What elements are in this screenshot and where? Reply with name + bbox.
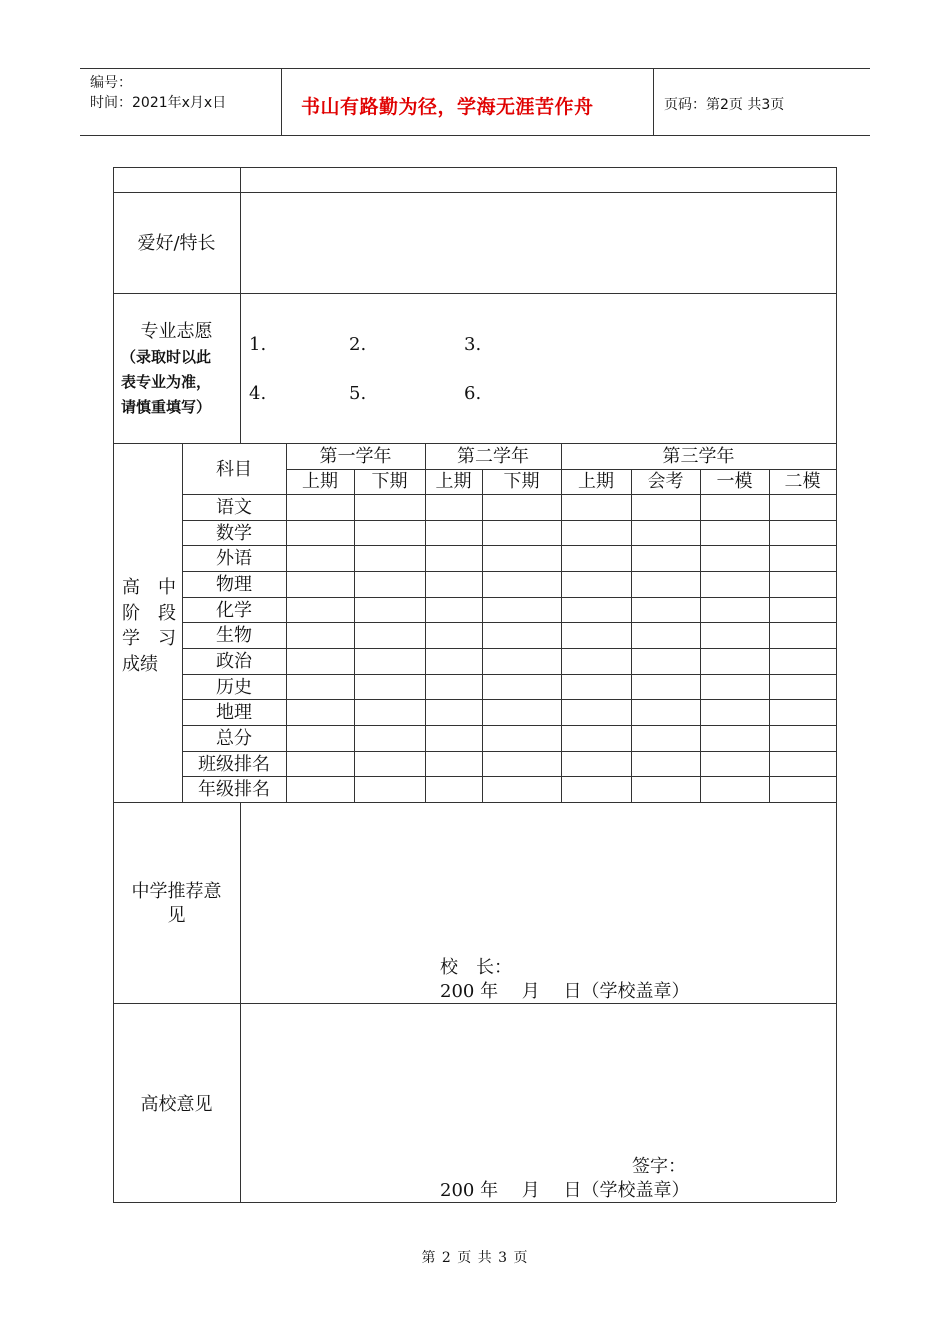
major-label: 专业志愿 [140, 321, 213, 342]
term-header: 二模 [784, 471, 821, 492]
major-choice-4[interactable]: 4. [249, 383, 267, 404]
year-header-3: 第三学年 [662, 446, 735, 467]
year-header-1: 第一学年 [319, 446, 392, 467]
school-recommendation-label [113, 880, 240, 928]
major-note-line-3: 请慎重填写） [121, 398, 212, 416]
grid-line [182, 597, 836, 598]
form-rule [113, 293, 836, 294]
subject-row-label: 数学 [216, 523, 252, 544]
grid-line [182, 648, 836, 649]
grid-line [182, 725, 836, 726]
university-opinion-label: 高校意见 [140, 1094, 213, 1115]
hobby-label: 爱好/特长 [137, 233, 216, 254]
subject-row-label: 生物 [216, 625, 252, 646]
university-stamp-date: 200 年 月 日（学校盖章） [440, 1180, 690, 1201]
principal-label: 校 长： [440, 957, 512, 978]
school-stamp-date: 200 年 月 日（学校盖章） [440, 981, 690, 1002]
header-top-rule [80, 68, 870, 69]
term-header: 上期 [435, 471, 472, 492]
page-footer: 第 2 页 共 3 页 [421, 1250, 529, 1266]
form-rule [113, 802, 836, 803]
subject-row-label: 物理 [216, 574, 252, 595]
grid-line [769, 469, 770, 802]
year-header-2: 第二学年 [457, 446, 529, 467]
grid-line [182, 674, 836, 675]
major-choice-3[interactable]: 3. [464, 334, 482, 355]
subject-row-label: 外语 [216, 548, 252, 569]
major-note-line-2: 表专业为准， [121, 373, 212, 391]
term-header: 上期 [302, 471, 338, 492]
grid-line [182, 571, 836, 572]
grades-label-line: 成绩 [122, 653, 158, 675]
form-rule [113, 167, 836, 168]
term-header: 一模 [716, 471, 753, 492]
subject-column-header: 科目 [216, 459, 252, 480]
subject-row-label: 地理 [216, 702, 252, 723]
subject-row-label: 总分 [216, 728, 252, 749]
header-divider-2 [653, 68, 654, 135]
major-note-line-1: （录取时以此 [121, 348, 212, 366]
grid-line [182, 751, 836, 752]
grades-label-line: 高 中 [122, 577, 176, 598]
grid-line [700, 469, 701, 802]
major-choice-2[interactable]: 2. [349, 334, 367, 355]
term-header: 上期 [578, 471, 614, 492]
subject-row-label: 班级排名 [198, 754, 270, 775]
grid-line [182, 494, 836, 495]
label-line: 见 [167, 905, 186, 926]
hobby-field[interactable] [241, 193, 835, 292]
header-motto: 书山有路勤为径，学海无涯苦作舟 [301, 96, 594, 118]
term-header: 下期 [503, 471, 540, 492]
header-bottom-rule [80, 135, 870, 136]
header-divider-1 [281, 68, 282, 135]
major-choice-1[interactable]: 1. [249, 334, 267, 355]
subject-row-label: 历史 [216, 677, 252, 698]
grades-section-label [122, 575, 176, 677]
term-header: 下期 [371, 471, 408, 492]
form-rule [113, 443, 836, 444]
subject-row-label: 政治 [216, 651, 252, 672]
subject-row-label: 化学 [216, 600, 252, 621]
grid-line [631, 469, 632, 802]
major-choice-6[interactable]: 6. [464, 383, 482, 404]
grades-label-line: 阶 段 [122, 602, 176, 624]
doc-number-label: 编号： [90, 75, 132, 91]
term-header: 会考 [647, 471, 684, 492]
header-page-code: 页码：第2页 共3页 [664, 97, 785, 113]
grid-line [482, 469, 483, 802]
subject-row-label: 年级排名 [198, 779, 270, 800]
label-line: 中学推荐意 [131, 881, 222, 902]
form-right-border [836, 167, 837, 1202]
signature-label: 签字： [632, 1156, 686, 1177]
label-column-divider [240, 802, 241, 1202]
grades-label-line: 学 习 [122, 628, 176, 649]
major-choice-5[interactable]: 5. [349, 383, 367, 404]
subject-row-label: 语文 [216, 497, 252, 518]
grid-line [182, 520, 836, 521]
doc-time-label: 时间：2021年x月x日 [90, 95, 227, 111]
grid-line [354, 469, 355, 802]
